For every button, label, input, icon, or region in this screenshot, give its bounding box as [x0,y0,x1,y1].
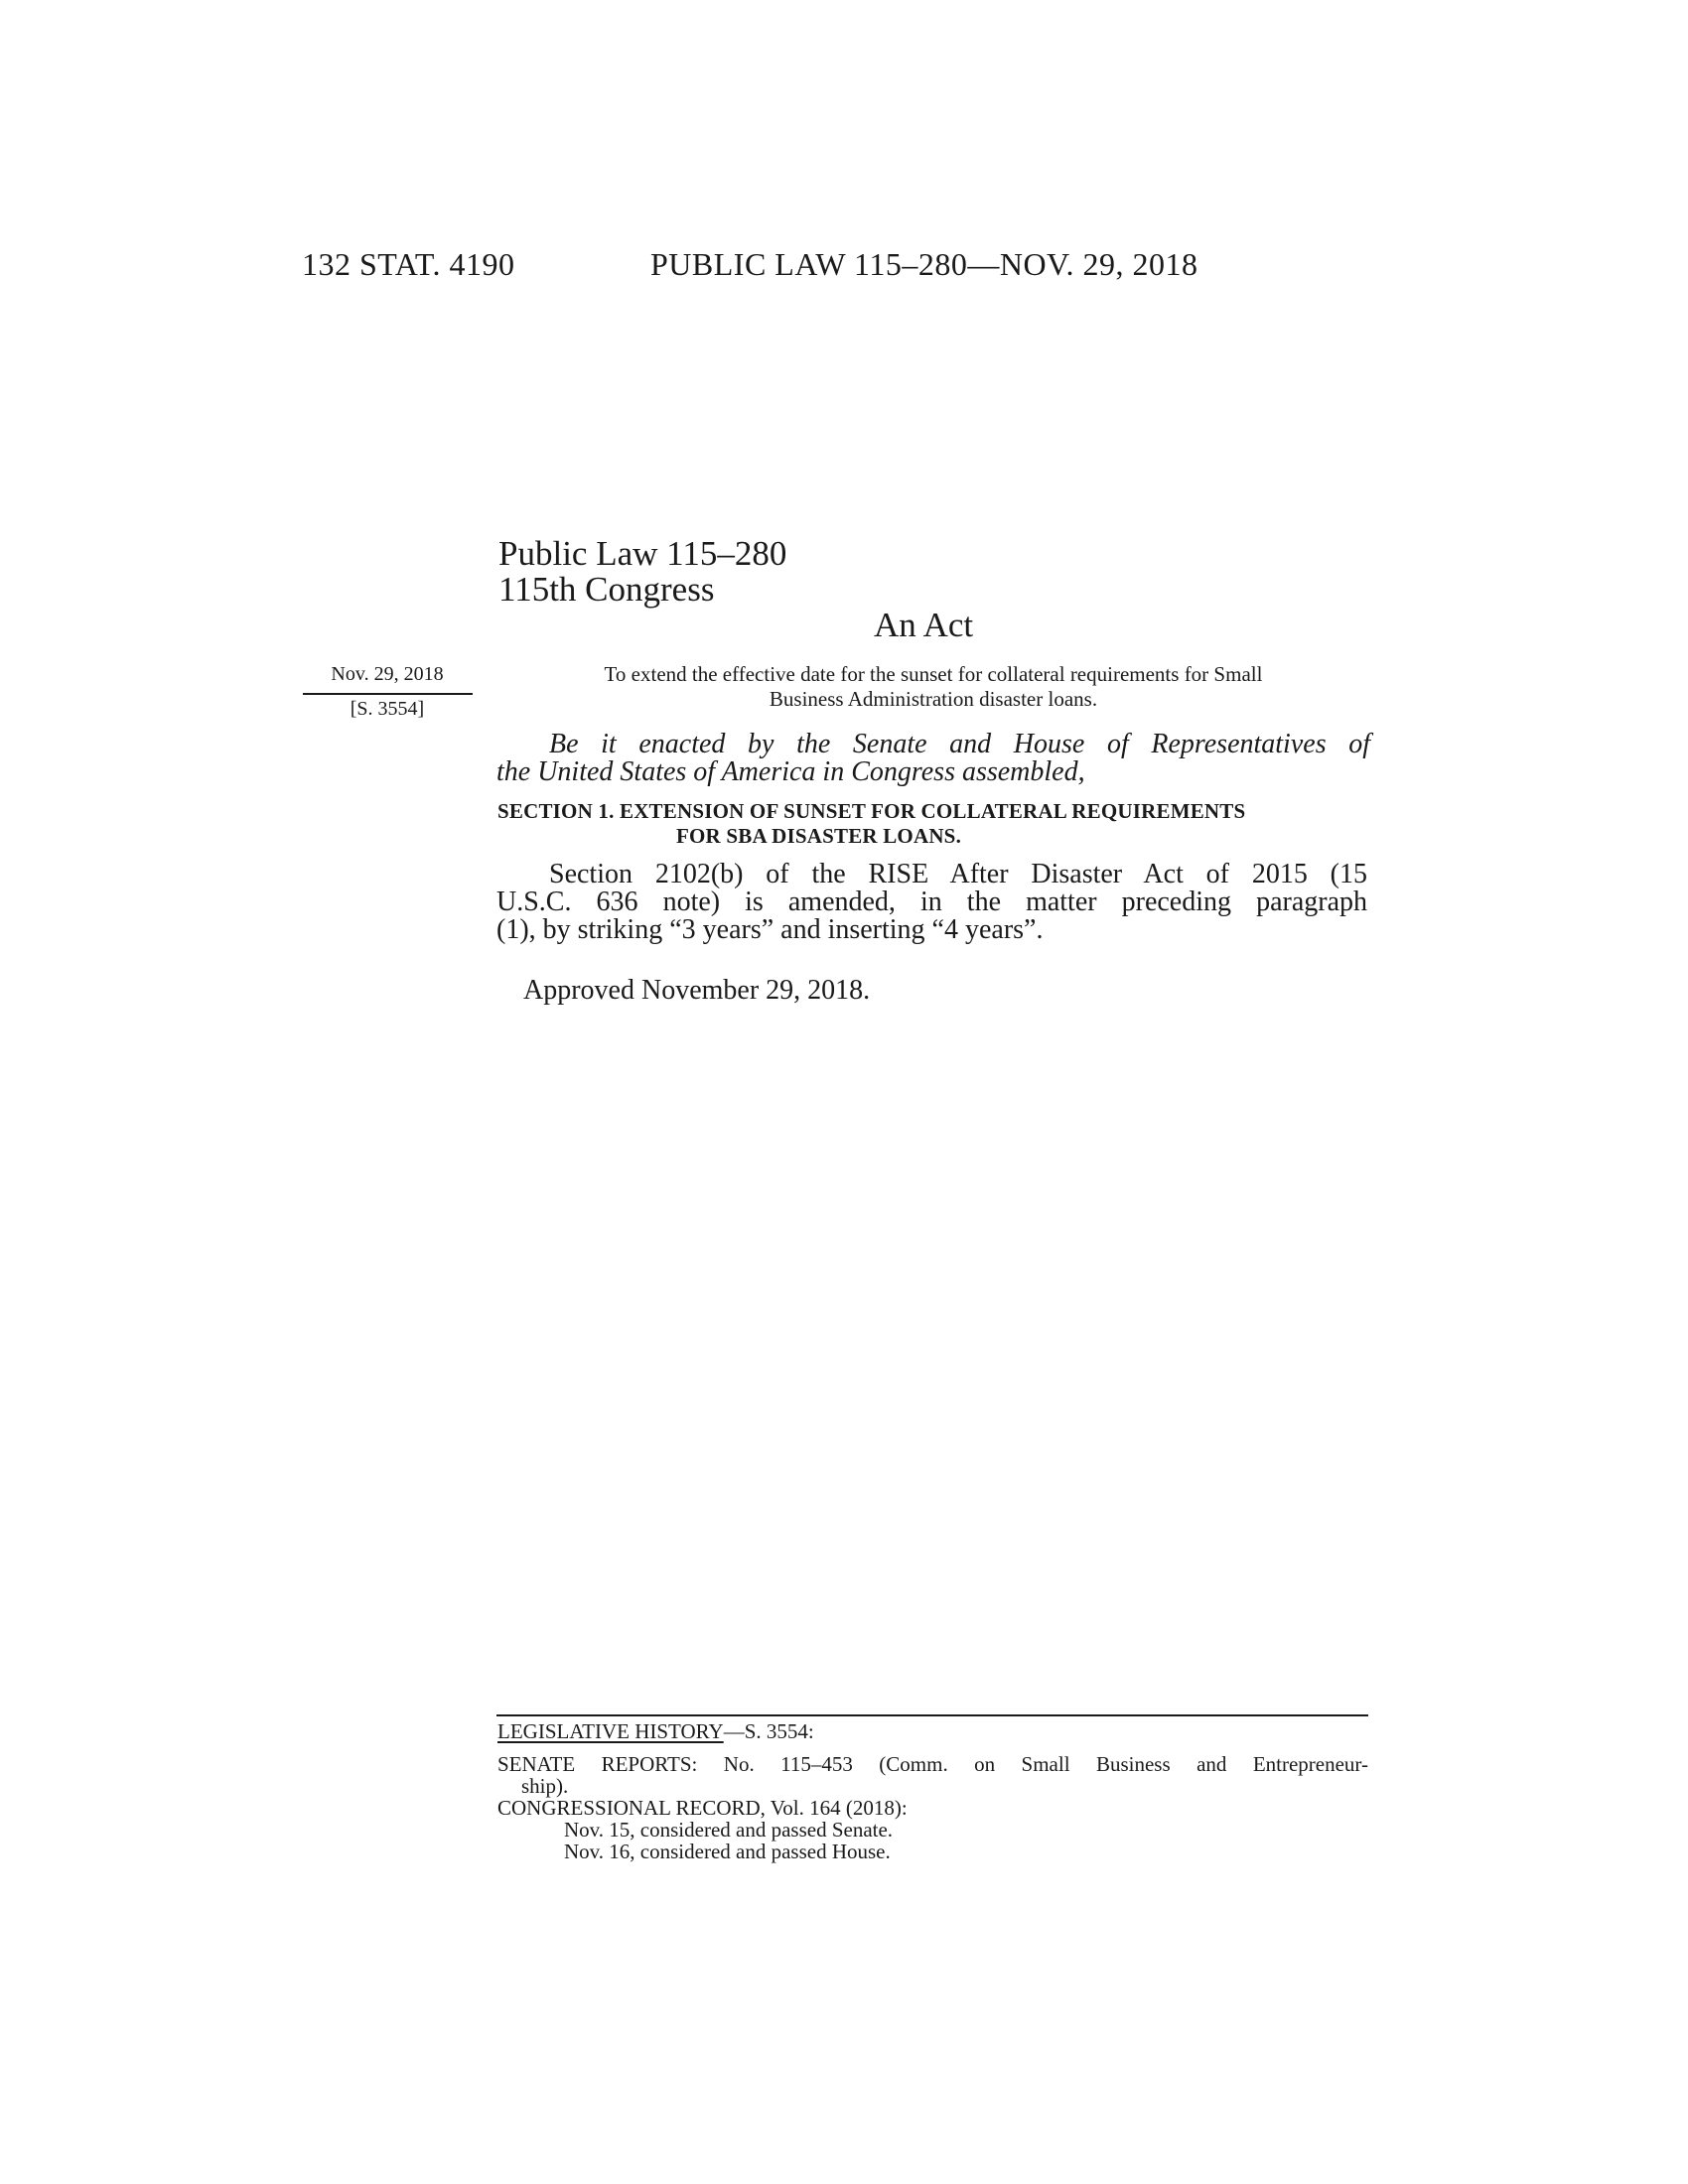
section-heading-line-2: FOR SBA DISASTER LOANS. [676,824,962,848]
congressional-record: CONGRESSIONAL RECORD, Vol. 164 (2018): [497,1796,908,1820]
margin-note-divider [303,693,473,695]
running-header-law: PUBLIC LAW 115–280—NOV. 29, 2018 [650,246,1198,282]
record-entry: Nov. 16, considered and passed House. [564,1840,891,1863]
section-body-line-2: U.S.C. 636 note) is amended, in the matter preceding paragraph [496,887,1367,917]
record-entry: Nov. 15, considered and passed Senate. [564,1818,894,1842]
enacting-clause-line-1: Be it enacted by the Senate and House of Representatives of [549,729,1370,759]
section-heading [497,799,1371,849]
act-heading: An Act [874,606,974,644]
purpose-line-1: To extend the effective date for the sunset for collateral requirements for Small [604,662,1263,686]
enacting-clause [496,731,1370,786]
purpose-line-2: Business Administration disaster loans. [769,687,1098,711]
legislative-history-body [497,1753,1368,1862]
senate-reports-line-1: SENATE REPORTS: No. 115–453 (Comm. on Small Business and Entrepreneur- [497,1752,1368,1776]
approval-date: Approved November 29, 2018. [523,975,871,1006]
section-heading-line-1: SECTION 1. EXTENSION OF SUNSET FOR COLLATERAL REQUIREMENTS [497,799,1246,823]
margin-note-date: Nov. 29, 2018 [331,663,444,685]
footnote-divider [496,1714,1368,1716]
act-purpose [516,662,1350,712]
section-body-line-1: Section 2102(b) of the RISE After Disaster Act of 2015 (15 [549,859,1367,889]
enacting-clause-line-2: the United States of America in Congress assembled, [496,756,1085,787]
statute-page-number: 132 STAT. 4190 [302,246,515,282]
legislative-history-title [497,1719,814,1744]
congress-number: 115th Congress [498,570,715,609]
section-body [496,861,1367,944]
senate-reports-line-2: ship). [521,1774,569,1798]
margin-note-bill-number: [S. 3554] [350,698,425,720]
legislative-history-bill: —S. 3554: [723,1719,814,1743]
public-law-number: Public Law 115–280 [498,534,787,573]
section-body-line-3: (1), by striking “3 years” and inserting “4 years”. [496,914,1044,945]
legislative-history-label: LEGISLATIVE HISTORY [497,1719,724,1743]
